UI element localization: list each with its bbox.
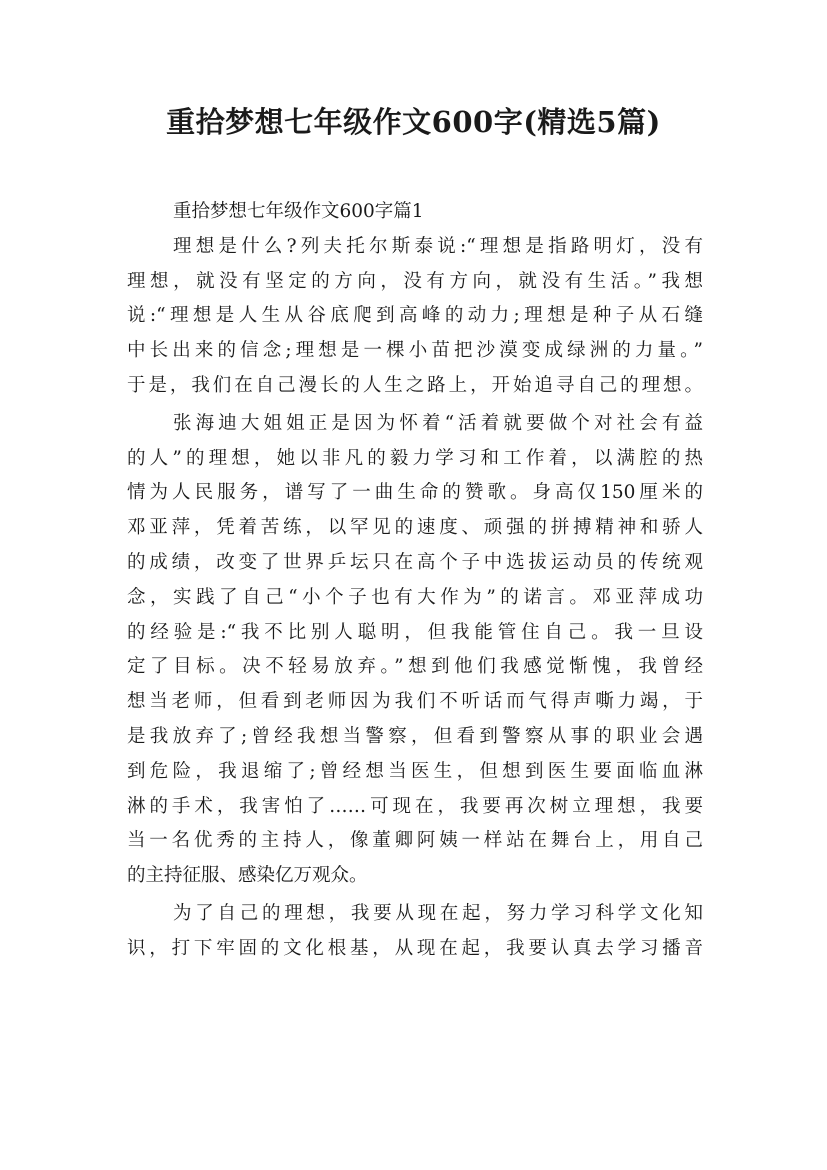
- text-line: 识，打下牢固的文化根基，从现在起，我要认真去学习播音: [127, 937, 703, 959]
- text-line: 淋的手术，我害怕了……可现在，我要再次树立理想，我要: [127, 795, 703, 817]
- text-line: 于是，我们在自己漫长的人生之路上，开始追寻自己的理想。: [127, 374, 703, 396]
- text-line: 的成绩，改变了世界乒坛只在高个子中选拔运动员的传统观: [127, 551, 703, 573]
- section-heading: 重拾梦想七年级作文600字篇1: [173, 201, 424, 222]
- text-line: 想当老师，但看到老师因为我们不听话而气得声嘶力竭，于: [127, 691, 703, 713]
- text-line: 情为人民服务，谱写了一曲生命的赞歌。身高仅150厘米的: [127, 482, 703, 504]
- text-line: 是我放弃了;曾经我想当警察，但看到警察从事的职业会遇: [127, 725, 703, 747]
- paragraph-1: [127, 230, 703, 404]
- text-line: 到危险，我退缩了;曾经想当医生，但想到医生要面临血淋: [127, 760, 703, 782]
- text-line: 当一名优秀的主持人，像董卿阿姨一样站在舞台上，用自己: [127, 830, 703, 852]
- document-body: [127, 195, 703, 967]
- text-line: 张海迪大姐姐正是因为怀着“活着就要做个对社会有益: [173, 412, 703, 434]
- text-line: 的人”的理想，她以非凡的毅力学习和工作着，以满腔的热: [127, 447, 703, 469]
- paragraph-3: [127, 897, 703, 967]
- text-line: 为了自己的理想，我要从现在起，努力学习科学文化知: [173, 902, 703, 924]
- text-line: 理想，就没有坚定的方向，没有方向，就没有生活。”我想: [127, 270, 703, 292]
- text-line: 说:“理想是人生从谷底爬到高峰的动力;理想是种子从石缝: [127, 305, 703, 327]
- text-line: 理想是什么?列夫托尔斯泰说:“理想是指路明灯，没有: [173, 235, 703, 257]
- text-line: 邓亚萍，凭着苦练，以罕见的速度、顽强的拼搏精神和骄人: [127, 517, 703, 539]
- text-line: 念，实践了自己“小个子也有大作为”的诺言。邓亚萍成功: [127, 586, 703, 608]
- document-title: 重拾梦想七年级作文600字(精选5篇): [166, 105, 661, 139]
- paragraph-2: [127, 407, 703, 894]
- text-line: 的经验是:“我不比别人聪明，但我能管住自己。我一旦设: [127, 621, 703, 643]
- text-line: 的主持征服、感染亿万观众。: [127, 865, 368, 887]
- text-line: 中长出来的信念;理想是一棵小苗把沙漠变成绿洲的力量。”: [127, 340, 703, 362]
- text-line: 定了目标。决不轻易放弃。”想到他们我感觉惭愧，我曾经: [127, 656, 703, 678]
